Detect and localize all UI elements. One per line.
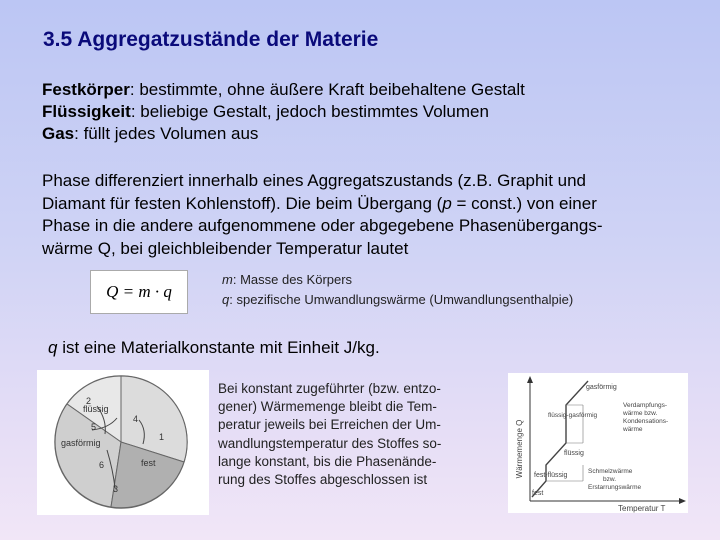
description-text (218, 380, 498, 489)
legend-heat (222, 292, 573, 307)
pressure-var: p (442, 193, 452, 213)
graph-label-kond1: Kondensations- (623, 418, 669, 425)
definition-gas-text: : füllt jedes Volumen aus (74, 124, 259, 143)
page-title: 3.5 Aggregatzustände der Materie (43, 28, 379, 51)
phase-circle-diagram (37, 370, 209, 515)
arrow-label-5: 5 (91, 422, 97, 432)
graph-label-liquid: flüssig (564, 450, 584, 457)
graph-label-erst: Erstarrungswärme (588, 484, 642, 491)
arrow-label-3: 3 (113, 484, 119, 494)
paragraph-line-2a: Diamant für festen Kohlenstoff). Die beim Übergang ( (42, 193, 443, 213)
paragraph-line-4: wärme Q, bei gleichbleibender Temperatur lautet (42, 238, 409, 258)
description-line-3: peratur jeweils bei Erreichen der Um- (218, 417, 441, 433)
graph-label-gas: gasförmig (586, 384, 617, 391)
graph-label-solid-liquid: fest-flüssig (534, 472, 568, 479)
graph-label-solid: fest (532, 490, 544, 497)
description-line-1: Bei konstant zugeführter (bzw. entzo- (218, 381, 441, 396)
material-text: ist eine Materialkonstante mit Einheit J/kg. (57, 338, 380, 357)
graph-xlabel: Temperatur T (618, 504, 666, 513)
paragraph-line-1: Phase differenziert innerhalb eines Aggregatszustands (z.B. Graphit und (42, 171, 587, 190)
arrow-label-2: 2 (86, 396, 92, 406)
graph-label-schm2: bzw. (603, 476, 617, 483)
graph-label-verd1: Verdampfungs- (623, 402, 668, 409)
graph-label-liquid-gas: flüssig-gasförmig (548, 412, 598, 419)
graph-ylabel: Wärmemenge Q (515, 419, 524, 479)
definition-gas (42, 123, 258, 145)
legend-heat-text: : spezifische Umwandlungswärme (Umwandlungsenthalpie) (229, 292, 574, 307)
paragraph-line-2b: = const.) von einer (451, 193, 597, 213)
legend-mass (222, 272, 352, 287)
description-line-2: gener) Wärmemenge bleibt die Tem- (218, 399, 437, 415)
paragraph-line-2 (42, 193, 672, 216)
definition-solid-text: : bestimmte, ohne äußere Kraft beibehaltene Gestalt (129, 80, 525, 99)
legend-mass-var: m (222, 272, 233, 287)
arrow-label-6: 6 (99, 460, 105, 470)
description-line-6: rung des Stoffes abgeschlossen ist (218, 472, 428, 488)
material-var: q (48, 338, 58, 357)
graph-label-verd2: wärme bzw. (623, 410, 658, 417)
description-line-4: wandlungstemperatur des Stoffes so- (218, 435, 442, 451)
sector-label-solid: fest (141, 458, 156, 468)
term-gas: Gas (42, 124, 75, 143)
arrow-label-4: 4 (133, 414, 139, 424)
arrow-label-1: 1 (159, 432, 165, 442)
phase-paragraph (42, 170, 672, 260)
legend-mass-text: : Masse des Körpers (232, 272, 353, 287)
formula: Q = m · q (106, 282, 172, 301)
graph-label-schm1: Schmelzwärme (588, 468, 633, 475)
graph-label-kond2: wärme (623, 426, 643, 433)
sector-label-liquid: flüssig (83, 404, 109, 414)
paragraph-line-3: Phase in die andere aufgenommene oder abgegebene Phasenübergangs- (42, 216, 603, 235)
material-constant-line (48, 338, 380, 358)
legend-heat-var: q (222, 292, 230, 307)
heat-temperature-graph (508, 373, 688, 513)
description-line-5: lange konstant, bis die Phasenände- (218, 453, 437, 469)
definition-liquid (42, 101, 489, 123)
definition-solid (42, 79, 525, 101)
definition-liquid-text: : beliebige Gestalt, jedoch bestimmtes Volumen (130, 102, 489, 121)
sector-label-gas: gasförmig (61, 438, 101, 448)
formula-box (90, 270, 188, 314)
term-solid: Festkörper (42, 80, 130, 99)
term-liquid: Flüssigkeit (42, 102, 131, 121)
